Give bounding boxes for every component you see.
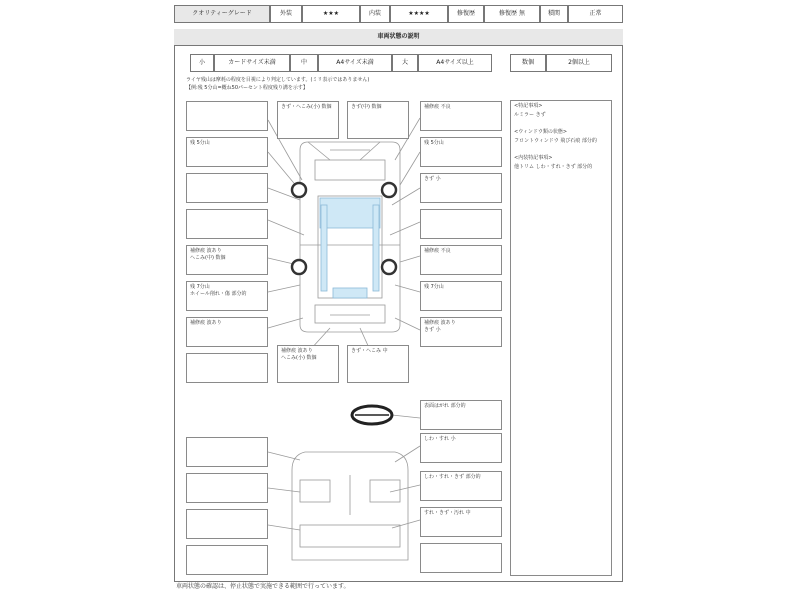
meter-value: 正常 <box>568 5 623 23</box>
meter-label: 積関 <box>540 5 568 23</box>
condition-box-interior-left-4 <box>186 545 268 575</box>
interior-notes-value: 他トリム しわ・すれ・きず 部分的 <box>514 164 593 170</box>
condition-box-right-6: 残 7分山 <box>420 281 502 311</box>
exterior-label: 外装 <box>270 5 302 23</box>
condition-box-right-3: きず 小 <box>420 173 502 203</box>
size-medium-label: 中 <box>290 54 318 72</box>
quality-grade-label: クオリティーグレード <box>174 5 270 23</box>
condition-box-right-2: 残 5分山 <box>420 137 502 167</box>
interior-notes-heading: <内装特記事項> <box>514 155 553 161</box>
condition-box-right-7: 補修痕 波あり きず 小 <box>420 317 502 347</box>
size-medium-desc: A4サイズ未満 <box>318 54 392 72</box>
size-large-desc: A4サイズ以上 <box>418 54 492 72</box>
condition-box-left-6: 残 7分山 ホイール削れ・傷 部分的 <box>186 281 268 311</box>
condition-box-interior-right-3: すれ・きず・汚れ 中 <box>420 507 502 537</box>
section-title: 車両状態の説明 <box>174 29 623 46</box>
condition-box-right-5: 補修痕 不良 <box>420 245 502 275</box>
condition-box-interior-right-4 <box>420 543 502 573</box>
exterior-stars: ★★★ <box>302 5 360 23</box>
special-notes-value: ルミラー きず <box>514 112 546 118</box>
condition-box-interior-left-3 <box>186 509 268 539</box>
tire-note-line1: ライヤ残山は摩耗の程度を目視により判定しています。(ミリ表示ではありません) <box>186 77 370 83</box>
condition-box-right-4 <box>420 209 502 239</box>
size-small-label: 小 <box>190 54 214 72</box>
condition-box-left-7: 補修痕 波あり <box>186 317 268 347</box>
footer-note: 車両状態の確認は、停止状態で実施できる範囲で行っています。 <box>176 583 350 590</box>
condition-box-left-2: 残 5分山 <box>186 137 268 167</box>
condition-box-interior-left-1 <box>186 437 268 467</box>
condition-box-left-1 <box>186 101 268 131</box>
size-large-label: 大 <box>392 54 418 72</box>
interior-stars: ★★★★ <box>390 5 448 23</box>
condition-box-left-3 <box>186 173 268 203</box>
condition-box-left-4 <box>186 209 268 239</box>
condition-box-steering: 表面はがれ 部分的 <box>420 400 502 430</box>
condition-box-interior-right-2: しわ・すれ・きず 部分的 <box>420 471 502 501</box>
repair-history-label: 修復歴 <box>448 5 484 23</box>
condition-box-left-5: 補修痕 波あり へこみ(中) 数個 <box>186 245 268 275</box>
condition-box-interior-left-2 <box>186 473 268 503</box>
condition-box-interior-right-1: しわ・すれ 小 <box>420 433 502 463</box>
window-notes-heading: <ウィンドウ類の状態> <box>514 129 568 135</box>
condition-box-top-2: きず(中) 数個 <box>347 101 409 139</box>
count-label: 数個 <box>510 54 546 72</box>
interior-label: 内装 <box>360 5 390 23</box>
condition-box-top-1: きず・へこみ(小) 数個 <box>277 101 339 139</box>
repair-history-value: 修復歴 無 <box>484 5 540 23</box>
tire-note-line2: 【例:残 5分山=概ね50パーセント程度残り溝を示す】 <box>186 85 308 91</box>
special-notes-panel <box>510 100 612 576</box>
condition-box-left-8 <box>186 353 268 383</box>
condition-box-bottom-2: きず・へこみ 中 <box>347 345 409 383</box>
size-small-desc: カードサイズ未満 <box>214 54 290 72</box>
condition-box-right-1: 補修痕 不良 <box>420 101 502 131</box>
count-value: 2個以上 <box>546 54 612 72</box>
window-notes-value: フロントウィンドウ 飛び石痕 部分的 <box>514 138 597 144</box>
special-notes-heading: <特記事項> <box>514 103 543 109</box>
condition-box-bottom-1: 補修痕 波あり へこみ(小) 数個 <box>277 345 339 383</box>
